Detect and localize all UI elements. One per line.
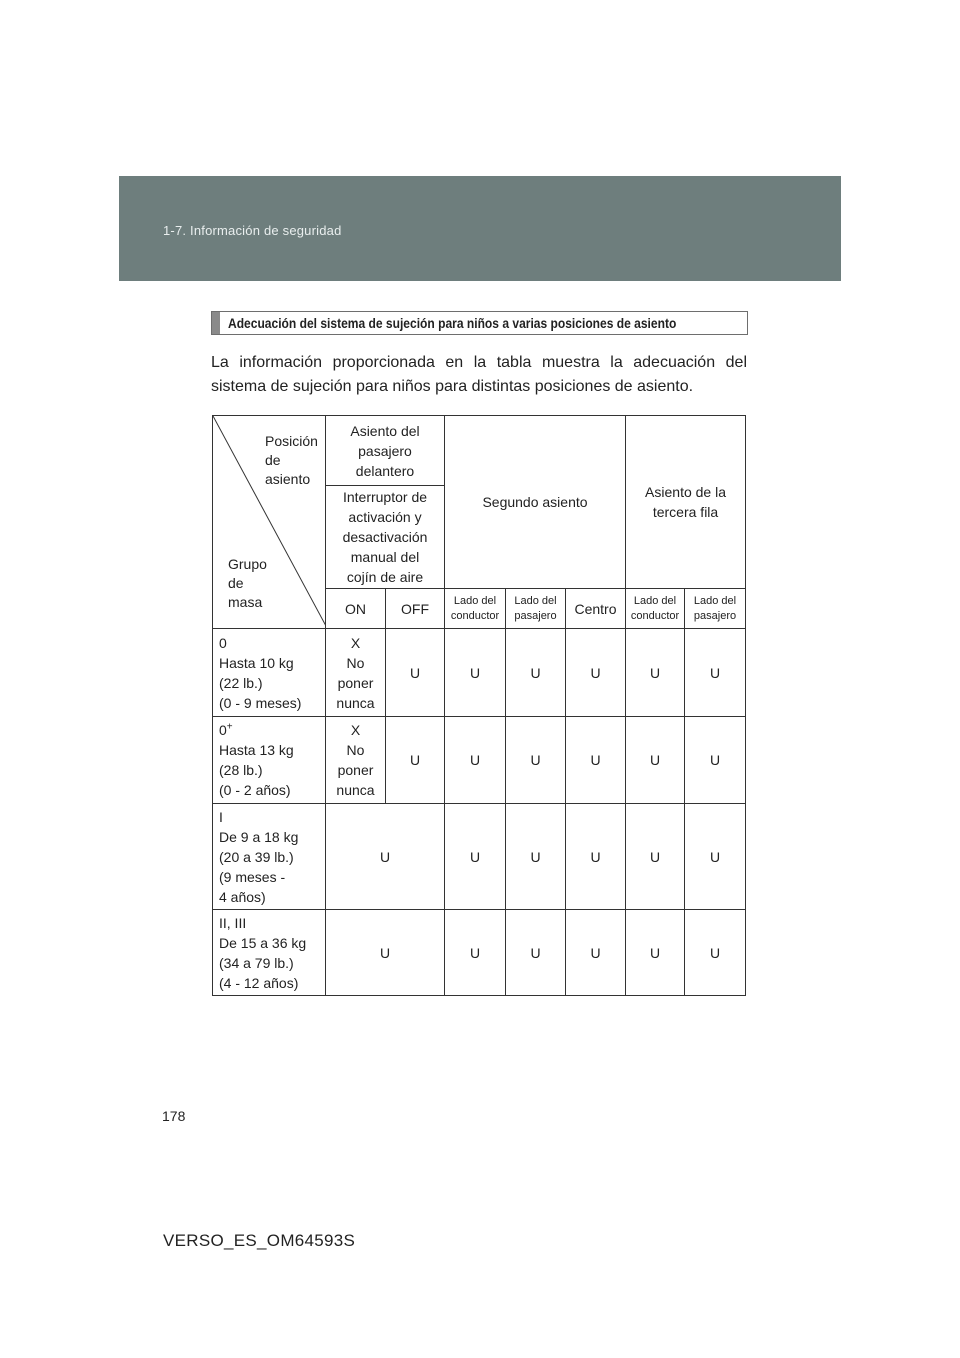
suitability-cell: U [685,804,746,910]
superscript-plus: + [226,721,233,733]
subsection-heading-text: Adecuación del sistema de sujeción para niños a varias posiciones de asiento [228,315,677,331]
mass-group-cell: 0 Hasta 10 kg (22 lb.) (0 - 9 meses) [213,629,326,717]
suitability-cell: U [445,910,506,996]
subsection-heading [211,311,748,335]
suitability-cell: U [506,910,566,996]
mass-group-label: Grupo de masa [228,556,267,610]
second-passenger-side-header: Lado del pasajero [506,589,566,629]
suitability-cell: U [626,717,685,804]
suitability-cell: U [445,629,506,717]
center-header: Centro [566,589,626,629]
suitability-cell: U [566,717,626,804]
front-seat-suitability-cell: U [326,804,445,910]
third-row-header: Asiento de la tercera fila [626,416,746,589]
airbag-switch-header: Interruptor de activación y desactivación manual del cojín de aire [326,486,445,589]
suitability-cell: U [685,717,746,804]
mass-group-cell: II, III De 15 a 36 kg (34 a 79 lb.) (4 - 12 años) [213,910,326,996]
document-code: VERSO_ES_OM64593S [163,1231,356,1250]
mass-group-cell: 0+ Hasta 13 kg (28 lb.) (0 - 2 años) [213,717,326,804]
off-header: OFF [386,589,445,629]
suitability-cell: U [506,804,566,910]
second-driver-side-header: Lado del conductor [445,589,506,629]
suitability-cell: U [506,629,566,717]
intro-paragraph: La información proporcionada en la tabla muestra la adecuación del sistema de sujeción para niños para distintas posiciones de asiento. [211,354,747,395]
suitability-cell: U [626,629,685,717]
section-title: 1-7. Información de seguridad [163,223,342,238]
front-seat-header: Asiento del pasajero delantero [326,416,445,486]
suitability-cell: U [626,804,685,910]
third-driver-side-header: Lado del conductor [626,589,685,629]
suitability-cell: U [566,804,626,910]
suitability-cell: U [566,910,626,996]
third-passenger-side-header: Lado del pasajero [685,589,746,629]
on-header: ON [326,589,386,629]
corner-header-cell [213,416,326,629]
suitability-cell: U [685,629,746,717]
mass-group-cell: I De 9 a 18 kg (20 a 39 lb.) (9 meses - 4 años) [213,804,326,910]
suitability-cell: U [506,717,566,804]
suitability-cell: U [445,804,506,910]
never-place-cell: X No poner nunca [326,629,386,717]
seat-position-label: Posición de asiento [265,433,318,487]
suitability-cell: U [386,629,445,717]
second-row-header: Segundo asiento [445,416,626,589]
page-number: 178 [162,1108,186,1124]
heading-accent [212,312,220,334]
front-seat-suitability-cell: U [326,910,445,996]
suitability-cell: U [386,717,445,804]
never-place-cell: X No poner nunca [326,717,386,804]
suitability-cell: U [685,910,746,996]
suitability-cell: U [626,910,685,996]
suitability-cell: U [566,629,626,717]
seat-suitability-table [212,415,746,996]
suitability-cell: U [445,717,506,804]
